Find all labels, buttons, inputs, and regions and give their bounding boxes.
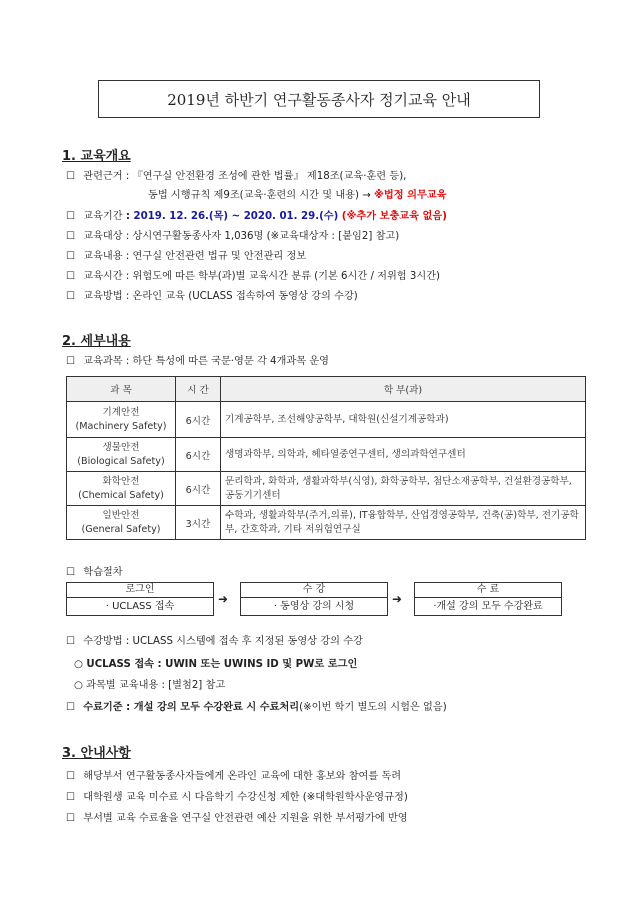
hours-cell: 6시간 [176,402,221,438]
item-label: 교육방법 [83,291,123,302]
checkbox-glyph: ☐ [66,231,76,242]
checkbox-glyph: ☐ [66,251,76,262]
notice-text: 대학원생 교육 미수료 시 다음학기 수강신청 제한 (※대학원학사운영규정) [83,792,408,803]
checkbox-glyph: ☐ [66,356,76,367]
header-hours: 시 간 [176,377,221,402]
hours-cell: 6시간 [176,438,221,472]
subject-cell [67,402,176,438]
notice-item [66,767,401,782]
overview-period [66,207,447,222]
process-label [66,563,123,578]
header-depts: 학 부(과) [221,377,586,402]
login-line: ○ UCLASS 접속 : UWIN 또는 UWINS ID 및 PW로 로그인 [74,659,358,670]
subject-name-en: (General Safety) [81,523,161,535]
section3-heading: 3. 안내사항 [62,746,131,761]
document-title [98,80,540,118]
overview-target [66,227,399,242]
method-line [66,632,363,647]
step-desc: · UCLASS 접속 [105,601,175,612]
item-text: : 연구실 안전관련 법규 및 안전관리 정보 [125,251,307,262]
item-label: 관련근거 [83,171,123,182]
checkbox-glyph: ☐ [66,792,76,803]
checkbox-glyph: ☐ [66,171,76,182]
item-label: 교육내용 [83,251,123,262]
period-dates: : 2019. 12. 26.(목) ~ 2020. 01. 29.(수) [125,211,339,222]
header-subject: 과 목 [67,377,176,402]
process-label-text: 학습절차 [83,567,123,578]
checkbox-glyph: ☐ [66,567,76,578]
item-label: 교육시간 [83,271,123,282]
depts-cell: 생명과학부, 의학과, 헤타열중연구센터, 생의과학연구센터 [221,438,586,472]
subject-name: 화학안전 [102,475,140,487]
table-row [67,472,586,506]
step-title: 수 강 [241,583,387,598]
table-row [67,402,586,438]
step-complete [414,582,562,616]
subject-cell [67,506,176,540]
arrow-icon: ➜ [218,592,229,606]
document-title-text: 2019년 하반기 연구활동종사자 정기교육 안내 [167,90,471,109]
section2-heading: 2. 세부내용 [62,334,131,349]
step-desc: ·개설 강의 모두 수강완료 [433,601,543,612]
checkbox-glyph: ☐ [66,211,76,222]
criteria-note: (※이번 학기 별도의 시험은 없음) [299,702,447,713]
subject-name-en: (Biological Safety) [77,455,165,467]
subject-name: 생물안전 [102,441,140,453]
subject-cell [67,438,176,472]
content-line: ○ 과목별 교육내용 : [별첨2] 참고 [74,680,226,691]
subject-name: 기계안전 [102,406,140,418]
criteria-line [66,698,447,713]
hours-cell: 6시간 [176,472,221,506]
checkbox-glyph: ☐ [66,702,76,713]
hours-cell: 3시간 [176,506,221,540]
subject-line [66,352,329,367]
subject-name-en: (Chemical Safety) [78,489,164,501]
step-title: 수 료 [415,583,561,598]
overview-content [66,247,306,262]
item-text: : 상시연구활동종사자 1,036명 (※교육대상자 : [붙임2] 참고) [125,231,400,242]
subject-cell [67,472,176,506]
arrow-icon: ➜ [392,592,403,606]
depts-cell: 문리학과, 화학과, 생활과학부(식영), 화학공학부, 첨단소재공학부, 건설환경공학부, 공동기기센터 [221,472,586,506]
checkbox-glyph: ☐ [66,813,76,824]
item-text: : 위험도에 따른 학부(과)별 교육시간 분류 (기본 6시간 / 저위험 3시간) [125,271,441,282]
step-desc: · 동영상 강의 시청 [273,601,355,612]
checkbox-glyph: ☐ [66,771,76,782]
mandatory-note: ※법정 의무교육 [374,190,447,201]
checkbox-glyph: ☐ [66,271,76,282]
checkbox-glyph: ☐ [66,636,76,647]
subject-line-text: 교육과목 : 하단 특성에 따른 국문·영문 각 4개과목 운영 [83,356,329,367]
depts-cell: 기계공학부, 조선해양공학부, 대학원(신설기계공학과) [221,402,586,438]
no-makeup-note: (※추가 보충교육 없음) [338,211,447,222]
step-attend [240,582,388,616]
item-label: 교육기간 [83,211,123,222]
item-text: 동법 시행규칙 제9조(교육·훈련의 시간 및 내용) → [148,190,375,201]
table-row [67,506,586,540]
notice-text: 부서별 교육 수료율을 연구실 안전관련 예산 지원을 위한 부서평가에 반영 [83,813,408,824]
table-row [67,438,586,472]
course-table [66,376,586,540]
overview-legal-basis-cont [148,186,447,201]
checkbox-glyph: ☐ [66,291,76,302]
depts-cell: 수학과, 생활과학부(주거,의류), IT융합학부, 산업경영공학부, 건축(공)학부, 전기공학부, 간호학과, 기타 저위험연구실 [221,506,586,540]
criteria-text: 수료기준 : 개설 강의 모두 수강완료 시 수료처리 [83,702,300,713]
overview-method [66,287,358,302]
subject-name-en: (Machinery Safety) [75,420,167,432]
method-line-text: 수강방법 : UCLASS 시스템에 접속 후 지정된 동영상 강의 수강 [83,636,363,647]
notice-text: 해당부서 연구활동종사자들에게 온라인 교육에 대한 홍보와 참여를 독려 [83,771,402,782]
notice-item [66,788,408,803]
item-text: : 온라인 교육 (UCLASS 접속하여 동영상 강의 수강) [125,291,358,302]
overview-hours [66,267,440,282]
step-title: 로그인 [67,583,213,598]
overview-legal-basis [66,167,406,182]
item-text: : 『연구실 안전환경 조성에 관한 법률』 제18조(교육·훈련 등), [125,171,407,182]
subject-name: 일반안전 [102,509,140,521]
section1-heading: 1. 교육개요 [62,149,131,164]
table-header-row [67,377,586,402]
notice-item [66,809,408,824]
step-login [66,582,214,616]
item-label: 교육대상 [83,231,123,242]
